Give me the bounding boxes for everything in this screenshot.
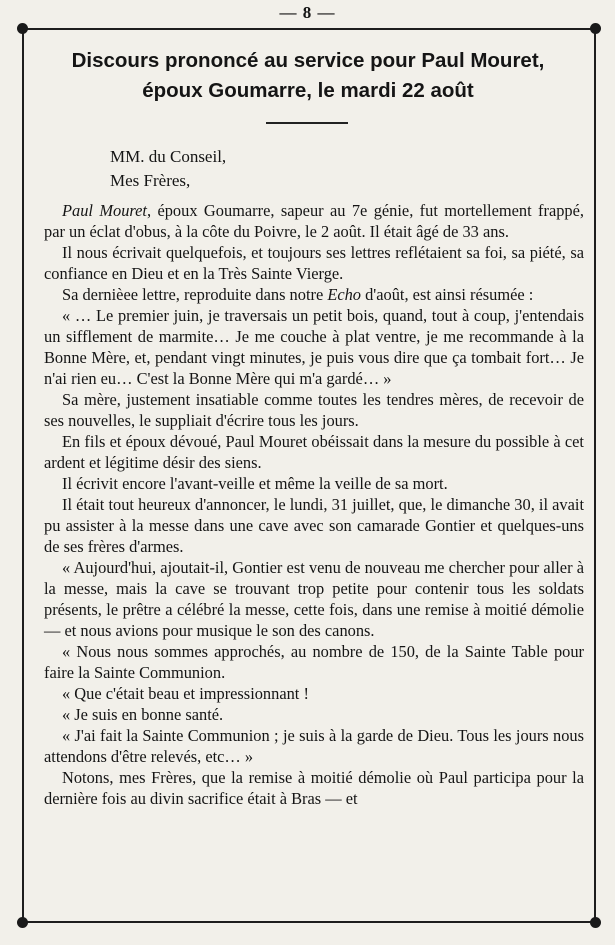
paragraph: Il était tout heureux d'annoncer, le lundi, 31 juillet, que, le dimanche 30, il avait pu assister à la messe dans une cave avec son camarade Gontier et quelques-uns de ses frères d'armes. bbox=[44, 495, 584, 556]
title-divider bbox=[266, 122, 348, 124]
speech-title bbox=[38, 46, 578, 106]
paragraph: Notons, mes Frères, que la remise à moitié démolie où Paul participa pour la dernière fois au divin sacrifice était à Bras — et bbox=[44, 768, 584, 808]
page-number: — 8 — bbox=[279, 3, 336, 22]
paragraph: « … Le premier juin, je traversais un petit bois, quand, tout à coup, j'entendais un sifflement de marmite… Je me couche à plat ventre, je me recommande à la Bonne Mère, et, pendant vingt minutes, je puis vous dire que ça tombait fort… Je n'ai rien eu… C'est la Bonne Mère qui m'a gardé… » bbox=[44, 306, 584, 388]
paragraph: « Je suis en bonne santé. bbox=[62, 705, 224, 724]
title-line-1: Discours prononcé au service pour Paul Mouret, bbox=[71, 49, 545, 72]
corner-ornament bbox=[17, 23, 28, 34]
paragraph: Paul Mouret, époux Goumarre, sapeur au 7e génie, fut mortellement frappé, par un éclat d'obus, à la côte du Poivre, le 2 août. Il était âgé de 33 ans. bbox=[44, 201, 584, 241]
paragraph: « Aujourd'hui, ajoutait-il, Gontier est venu de nouveau me chercher pour aller à la messe, mais la cave se trouvant trop petite pour contenir tous les soldats présents, le prêtre a célébré la messe, cette fois, dans une remise à moitié démolie — et nous avions pour musique le son des canons. bbox=[44, 558, 584, 640]
corner-ornament bbox=[590, 23, 601, 34]
paragraph: « J'ai fait la Sainte Communion ; je suis à la garde de Dieu. Tous les jours nous attendons d'être relevés, etc… » bbox=[44, 726, 584, 766]
salutation-line-1: MM. du Conseil, bbox=[110, 147, 227, 166]
paragraph: Sa mère, justement insatiable comme toutes les tendres mères, de recevoir de ses nouvelles, le suppliait d'écrire tous les jours. bbox=[44, 390, 584, 430]
speech-body bbox=[44, 200, 584, 809]
paragraph: En fils et époux dévoué, Paul Mouret obéissait dans la mesure du possible à cet ardent et légitime désir des siens. bbox=[44, 432, 584, 472]
salutation-line-2: Mes Frères, bbox=[110, 171, 191, 190]
paragraph: Il nous écrivait quelquefois, et toujours ses lettres reflétaient sa foi, sa piété, sa confiance en Dieu et en la Très Sainte Vierge. bbox=[44, 243, 584, 283]
publication-title: Echo bbox=[327, 285, 362, 304]
paragraph-italic-name: Paul Mouret bbox=[62, 201, 147, 220]
paragraph: Il écrivit encore l'avant-veille et même la veille de sa mort. bbox=[62, 474, 448, 493]
paragraph: « Nous nous sommes approchés, au nombre de 150, de la Sainte Table pour faire la Sainte Communion. bbox=[44, 642, 584, 682]
title-line-2: époux Goumarre, le mardi 22 août bbox=[142, 79, 474, 102]
salutation bbox=[110, 145, 226, 193]
paragraph: Sa dernièee lettre, reproduite dans notre Echo d'août, est ainsi résumée : bbox=[62, 285, 534, 304]
corner-ornament bbox=[590, 917, 601, 928]
paragraph: « Que c'était beau et impressionnant ! bbox=[62, 684, 309, 703]
corner-ornament bbox=[17, 917, 28, 928]
